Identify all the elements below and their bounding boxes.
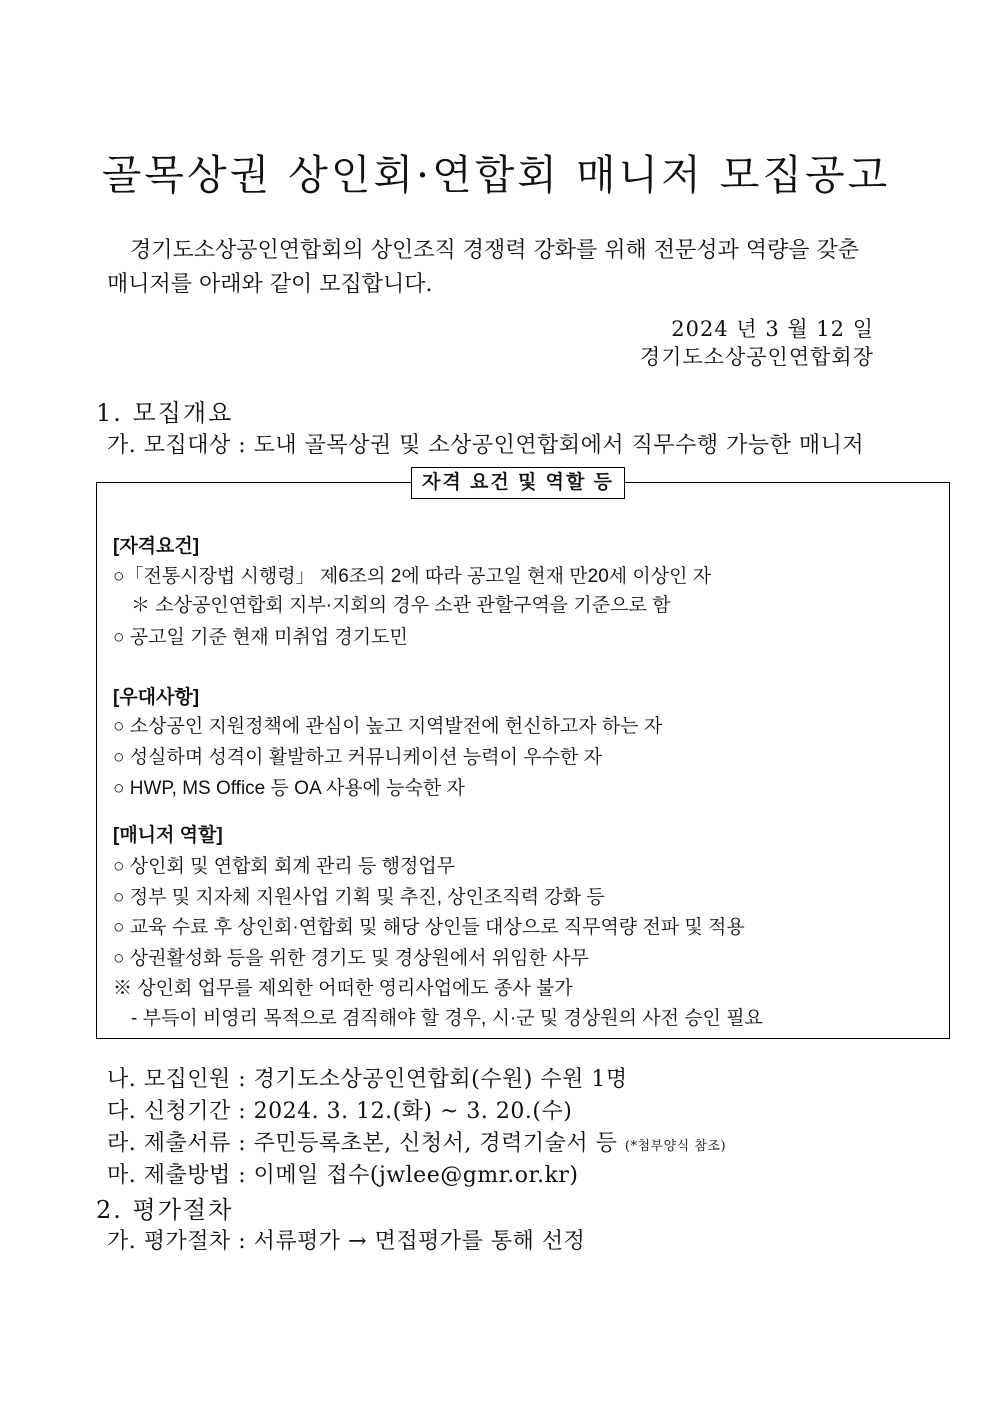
- submission-method: 마. 제출방법 : 이메일 접수(jwlee@gmr.or.kr): [107, 1163, 579, 1188]
- section-2-heading: 2. 평가절차: [96, 1196, 234, 1224]
- intro-line-1: 경기도소상공인연합회의 상인조직 경쟁력 강화를 위해 전문성과 역량을 갖춘: [130, 238, 860, 263]
- application-period: 다. 신청기간 : 2024. 3. 12.(화) ~ 3. 20.(수): [107, 1099, 573, 1124]
- qualifications-heading: [자격요건]: [113, 536, 200, 557]
- evaluation-procedure: 가. 평가절차 : 서류평가 → 면접평가를 통해 선정: [107, 1229, 586, 1254]
- role-notice-detail: - 부득이 비영리 목적으로 겸직해야 할 경우, 시·군 및 경상원의 사전 승인 필요: [131, 1008, 763, 1029]
- role-notice: ※ 상인회 업무를 제외한 어떠한 영리사업에도 종사 불가: [113, 978, 573, 999]
- preference-line: ○ 소상공인 지원정책에 관심이 높고 지역발전에 헌신하고자 하는 자: [113, 716, 663, 737]
- qualification-line: ○ 공고일 기준 현재 미취업 경기도민: [113, 627, 408, 648]
- preferences-heading: [우대사항]: [113, 687, 200, 708]
- recruit-target: 가. 모집대상 : 도내 골목상권 및 소상공인연합회에서 직무수행 가능한 매니저: [107, 433, 865, 458]
- issuer: 경기도소상공인연합회장: [639, 345, 874, 369]
- document-title: 골목상권 상인회·연합회 매니저 모집공고: [101, 151, 891, 199]
- role-line: ○ 교육 수료 후 상인회·연합회 및 해당 상인들 대상으로 직무역량 전파 및 적용: [113, 917, 745, 938]
- required-documents: [107, 1126, 726, 1157]
- role-line: ○ 상권활성화 등을 위한 경기도 및 경상원에서 위임한 사무: [113, 948, 589, 969]
- announcement-date: 2024 년 3 월 12 일: [671, 317, 874, 341]
- role-line: ○ 정부 및 지자체 지원사업 기획 및 추진, 상인조직력 강화 등: [113, 887, 605, 908]
- roles-heading: [매니저 역할]: [113, 825, 223, 846]
- preference-line: ○ HWP, MS Office 등 OA 사용에 능숙한 자: [113, 778, 465, 799]
- documents-note: (*첨부양식 참조): [624, 1139, 727, 1154]
- required-documents-text: 라. 제출서류 : 주민등록초본, 신청서, 경력기술서 등: [107, 1131, 618, 1156]
- qualification-line: ○「전통시장법 시행령」 제6조의 2에 따라 공고일 현재 만20세 이상인 자: [113, 566, 712, 587]
- qualification-box-title: 자격 요건 및 역할 등: [411, 467, 625, 499]
- recruit-count: 나. 모집인원 : 경기도소상공인연합회(수원) 수원 1명: [107, 1067, 628, 1092]
- qualification-note: ＊ 소상공인연합회 지부·지회의 경우 소관 관할구역을 기준으로 함: [131, 595, 671, 616]
- intro-line-2: 매니저를 아래와 같이 모집합니다.: [107, 272, 433, 297]
- role-line: ○ 상인회 및 연합회 회계 관리 등 행정업무: [113, 856, 456, 877]
- preference-line: ○ 성실하며 성격이 활발하고 커뮤니케이션 능력이 우수한 자: [113, 747, 602, 768]
- section-1-heading: 1. 모집개요: [96, 399, 234, 427]
